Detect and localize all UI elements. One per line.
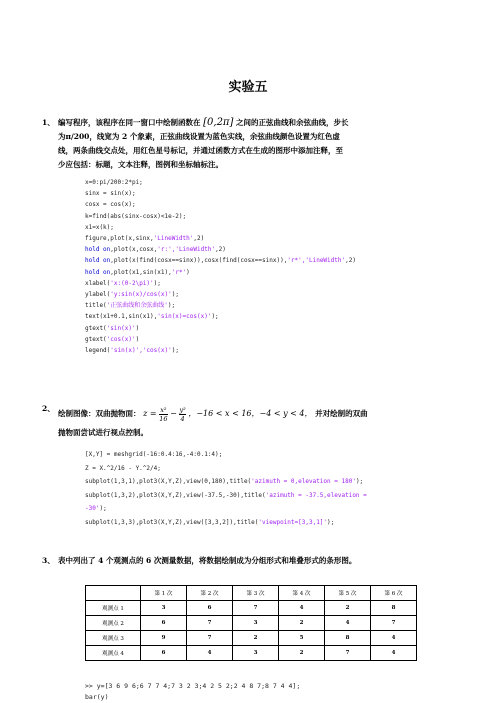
code-text: k=find(abs(sinx-cosx)<1e-2);	[85, 212, 187, 220]
formula-range: ，−16 < x < 16，−4 < y < 4，	[188, 409, 313, 418]
table-cell: 2	[325, 601, 371, 616]
table-cell: 6	[141, 646, 187, 661]
code-text: );	[211, 313, 219, 321]
code-block-1	[85, 177, 356, 356]
table-header-row	[86, 586, 417, 601]
code-line	[85, 211, 356, 222]
question-1-text-a: 编写程序，该程序在同一窗口中绘制函数在	[58, 118, 201, 127]
code-line	[85, 516, 367, 530]
code-string: 'y:sin(x)/cos(x)'	[110, 291, 172, 299]
code-string: 'sin(x)'	[106, 324, 136, 332]
table-cell: 8	[325, 631, 371, 646]
code-string: 'r*'	[171, 268, 187, 276]
code-line	[85, 345, 356, 356]
code-line	[85, 255, 356, 266]
question-2-line-1	[58, 402, 430, 426]
code-line	[85, 692, 300, 703]
code-line	[85, 233, 356, 244]
code-keyword: hold on	[85, 268, 111, 276]
code-string: 'LineWidth'	[153, 235, 194, 243]
code-text: >> y=[3 6 9 6;6 7 7 4;7 3 2 3;4 2 5 2;2 4 8 7;8 7 4 4];	[85, 682, 301, 690]
code-block-3	[85, 681, 300, 703]
code-text: ylabel(	[85, 291, 111, 299]
code-text: x1=x(k);	[85, 223, 114, 231]
code-text: xlabel(	[85, 279, 111, 287]
table-cell: 4	[370, 631, 416, 646]
table-header-cell: 第 6 次	[370, 586, 416, 601]
code-text: bar(y)	[85, 693, 109, 701]
code-text: [X,Y] = meshgrid(-16:0.4:16,-4:0.1:4);	[85, 451, 223, 458]
code-line	[85, 244, 356, 255]
code-text: );	[327, 518, 335, 526]
code-text: x=0:pi/200:2*pi;	[85, 179, 143, 186]
code-text: ,2)	[215, 246, 226, 254]
question-2-text-b: 并对绘制的双曲	[315, 409, 368, 418]
code-line	[85, 278, 356, 289]
code-text: text(x1+0.1,sin(x1),	[85, 313, 158, 321]
row-label: 观测点 1	[86, 601, 141, 616]
table-cell: 9	[141, 631, 187, 646]
table-cell: 4	[370, 646, 416, 661]
code-line	[85, 475, 367, 489]
code-text: ,plot(x(find(cosx==sinx)),cosx(find(cosx==sinx)),	[110, 257, 288, 265]
code-text: gtext(	[85, 324, 107, 332]
table-cell: 6	[187, 601, 233, 616]
page-title: 实验五	[228, 80, 268, 95]
code-string: -30'	[85, 505, 100, 512]
code-block-2	[85, 448, 367, 529]
question-2-text-a: 绘制图像：双曲抛物面：	[58, 409, 141, 418]
code-line	[85, 222, 356, 233]
table-header-cell: 第 5 次	[325, 586, 371, 601]
table-header-cell: 第 2 次	[187, 586, 233, 601]
table-row	[86, 601, 417, 616]
table-row	[86, 646, 417, 661]
code-text: ,plot(x1,sin(x1),	[110, 268, 172, 276]
code-line	[85, 502, 367, 516]
code-string: 'r*','LineWidth'	[287, 257, 346, 265]
fraction-2-denominator: 4	[180, 414, 185, 423]
table-cell: 4	[325, 616, 371, 631]
code-line	[85, 448, 367, 462]
code-string: 'r:','LineWidth'	[157, 246, 216, 254]
table-cell: 5	[279, 631, 325, 646]
table-header-cell: 第 1 次	[141, 586, 187, 601]
table-header-cell: 第 3 次	[233, 586, 279, 601]
table-row	[86, 616, 417, 631]
table-cell: 2	[233, 631, 279, 646]
code-text: ,2)	[193, 235, 205, 243]
code-line	[85, 681, 300, 692]
row-label: 观测点 4	[86, 646, 141, 661]
fraction-y2-4	[179, 406, 185, 423]
code-text: )	[186, 268, 190, 276]
measurement-table	[85, 585, 417, 661]
code-line	[85, 300, 356, 311]
code-string: 'azimuth = -37.5,elevation =	[265, 491, 367, 499]
question-2-line-2: 抛物面尝试进行视点控制。	[58, 428, 148, 437]
table-cell: 2	[279, 646, 325, 661]
table-cell: 6	[141, 616, 187, 631]
question-1-line-3: 线，两条曲线交点处，用红色星号标记，并通过函数方式在生成的图形中添加注释，至	[58, 146, 343, 155]
table-cell: 3	[233, 646, 279, 661]
table-cell: 8	[370, 601, 416, 616]
code-string: 'cos(x)'	[106, 335, 136, 343]
code-line	[85, 188, 356, 199]
question-1-line-1	[58, 116, 430, 130]
question-2-number: 2、	[42, 404, 55, 413]
code-text: );	[99, 505, 107, 512]
question-1	[42, 116, 430, 172]
code-line	[85, 289, 356, 300]
code-line	[85, 267, 356, 278]
question-1-line-2: 为π/200，线宽为 2 个象素，正弦曲线设置为蓝色实线，余弦曲线颜色设置为红色虚	[58, 132, 340, 141]
table-header-cell: 第 4 次	[279, 586, 325, 601]
code-text: Z = X.^2/16 - Y.^2/4;	[85, 464, 161, 472]
question-1-line-4: 少应包括：标题，文本注释，图例和坐标轴标注。	[58, 160, 223, 169]
table-cell: 7	[325, 646, 371, 661]
code-keyword: hold on	[85, 257, 111, 265]
interval-formula: [0,2π]	[203, 117, 234, 128]
question-1-number: 1、	[42, 118, 55, 127]
question-3	[42, 554, 448, 568]
question-1-text-b: 之间的正弦曲线和余弦曲线，步长	[236, 118, 349, 127]
table-header-cell	[86, 586, 141, 601]
code-text: subplot(1,3,1),plot3(X,Y,Z),view(0,180),title(	[85, 478, 252, 485]
table-cell: 7	[187, 616, 233, 631]
code-string: 'azimuth = 0,elevation = 180'	[251, 478, 356, 485]
code-line	[85, 323, 356, 334]
code-line	[85, 311, 356, 322]
code-text: figure,plot(x,sinx,	[85, 235, 154, 243]
table-cell: 7	[233, 601, 279, 616]
code-text: subplot(1,3,2),plot3(X,Y,Z),view(-37.5,-30),title(	[85, 491, 266, 499]
table-cell: 7	[187, 631, 233, 646]
code-string: '正弦曲线和余弦曲线'	[106, 302, 168, 310]
row-label: 观测点 2	[86, 616, 141, 631]
code-text: sinx = sin(x);	[85, 190, 136, 198]
code-text: );	[167, 302, 176, 310]
code-text: subplot(1,3,3),plot3(X,Y,Z),view([3,3,2]),title(	[85, 518, 259, 526]
code-text: legend(	[85, 347, 111, 355]
code-text: )	[135, 335, 140, 343]
code-text: )	[135, 324, 140, 332]
code-text: );	[153, 279, 161, 287]
code-keyword: hold on	[85, 246, 111, 254]
code-text: );	[171, 347, 179, 355]
code-line	[85, 177, 356, 188]
fraction-2-numerator: y²	[179, 405, 186, 414]
code-line	[85, 334, 356, 345]
question-2	[42, 402, 430, 440]
table-row	[86, 631, 417, 646]
code-string: 'sin(x)','cos(x)'	[110, 347, 172, 355]
code-string: 'viewpoint=[3,3,1]'	[258, 518, 328, 526]
table-cell: 4	[279, 601, 325, 616]
code-text: );	[355, 478, 364, 485]
question-3-text: 表中列出了 4 个观测点的 6 次测量数据，将数据绘制成为分组形式和堆叠形式的条形图。	[58, 556, 357, 565]
code-line	[85, 462, 367, 476]
table-cell: 3	[233, 616, 279, 631]
code-text: cosx = cos(x);	[85, 201, 136, 209]
code-line	[85, 489, 367, 503]
table-cell: 4	[187, 646, 233, 661]
code-text: ,2)	[345, 257, 356, 265]
code-string: 'x:(0-2\pi)'	[110, 279, 154, 287]
fraction-1-numerator: x²	[160, 405, 167, 414]
code-line	[85, 199, 356, 210]
formula-z: z =	[143, 409, 157, 418]
formula-minus: −	[170, 409, 177, 418]
code-text: );	[171, 291, 179, 299]
table-cell: 2	[279, 616, 325, 631]
table-cell: 3	[141, 601, 187, 616]
fraction-1-denominator: 16	[159, 414, 168, 423]
question-3-number: 3、	[42, 556, 55, 565]
code-text: gtext(	[85, 335, 107, 343]
table-cell: 7	[370, 616, 416, 631]
code-text: ,plot(x,cosx,	[110, 246, 158, 254]
code-text: title(	[85, 302, 107, 310]
fraction-x2-16	[159, 406, 167, 423]
code-string: 'sin(x)=cos(x)'	[157, 313, 212, 321]
row-label: 观测点 3	[86, 631, 141, 646]
